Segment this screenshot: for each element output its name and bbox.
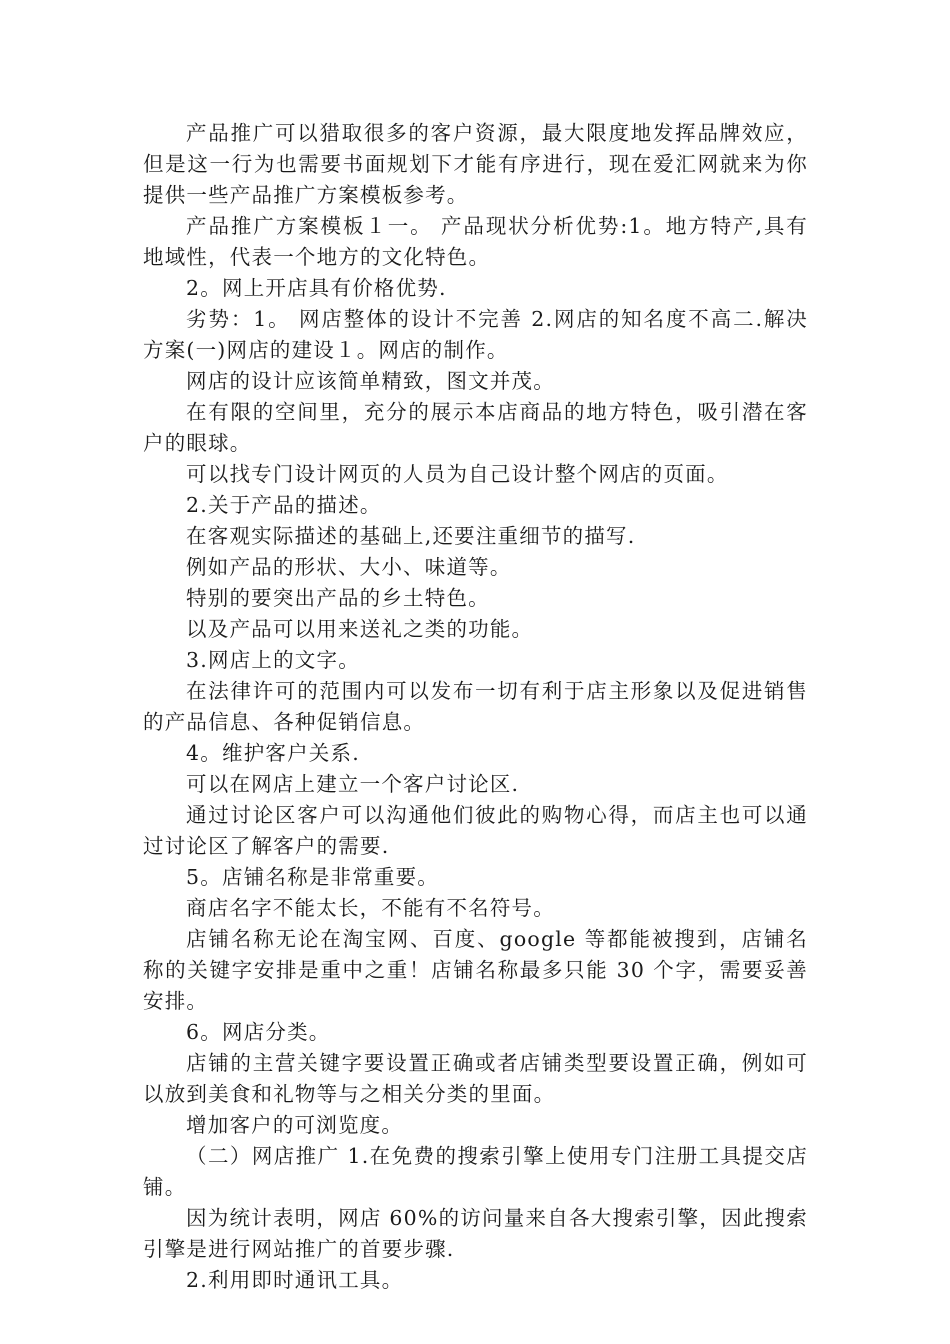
paragraph-shop-name-important: 5。店铺名称是非常重要。 [186,865,439,889]
paragraph-instant-messaging: 2.利用即时通讯工具。 [186,1268,404,1292]
paragraph-detail-description: 在客观实际描述的基础上,还要注重细节的描写. [186,524,636,548]
paragraph-gift-function: 以及产品可以用来送礼之类的功能。 [186,617,534,641]
paragraph-hire-designer: 可以找专门设计网页的人员为自己设计整个网店的页面。 [186,462,729,486]
paragraph-disadvantages: 劣势：1。 网店整体的设计不完善 2.网店的知名度不高二.解决方案(一)网店的建设１。网店的制作。 [143,307,808,362]
paragraph-name-length: 商店名字不能太长，不能有不名符号。 [186,896,555,920]
paragraph-product-description: 2.关于产品的描述。 [186,493,382,517]
paragraph-shop-promotion: （二）网店推广 1.在免费的搜索引擎上使用专门注册工具提交店铺。 [143,1144,808,1199]
paragraph-limited-space: 在有限的空间里，充分的展示本店商品的地方特色，吸引潜在客户的眼球。 [143,400,808,455]
paragraph-discussion-area: 可以在网店上建立一个客户讨论区. [186,772,520,796]
paragraph-search-stats: 因为统计表明，网店 60%的访问量来自各大搜索引擎，因此搜索引擎是进行网站推广的首要步骤. [143,1206,808,1261]
paragraph-price-advantage: 2。网上开店具有价格优势. [186,276,447,300]
paragraph-local-features: 特别的要突出产品的乡土特色。 [186,586,490,610]
paragraph-intro: 产品推广可以猎取很多的客户资源，最大限度地发挥品牌效应，但是这一行为也需要书面规划下才能有序进行，现在爱汇网就来为你提供一些产品推广方案模板参考。 [143,121,808,207]
document-body [143,118,808,1296]
paragraph-shape-size: 例如产品的形状、大小、味道等。 [186,555,512,579]
paragraph-discussion-benefits: 通过讨论区客户可以沟通他们彼此的购物心得，而店主也可以通过讨论区了解客户的需要. [143,803,808,858]
paragraph-name-keywords: 店铺名称无论在淘宝网、百度、google 等都能被搜到，店铺名称的关键字安排是重中之重！店铺名称最多只能 30 个字，需要妥善安排。 [143,927,808,1013]
paragraph-customer-relations: 4。维护客户关系. [186,741,360,765]
paragraph-category-keywords: 店铺的主营关键字要设置正确或者店铺类型要设置正确，例如可以放到美食和礼物等与之相关分类的里面。 [143,1051,808,1106]
paragraph-shop-category: 6。网店分类。 [186,1020,331,1044]
paragraph-design-simple: 网店的设计应该简单精致，图文并茂。 [186,369,555,393]
paragraph-legal-info: 在法律许可的范围内可以发布一切有利于店主形象以及促进销售的产品信息、各种促销信息。 [143,679,808,734]
paragraph-shop-text: 3.网店上的文字。 [186,648,360,672]
paragraph-template-advantages: 产品推广方案模板１一。 产品现状分析优势:1。地方特产,具有地域性，代表一个地方的文化特色。 [143,214,808,269]
paragraph-browsability: 增加客户的可浏览度。 [186,1113,404,1137]
